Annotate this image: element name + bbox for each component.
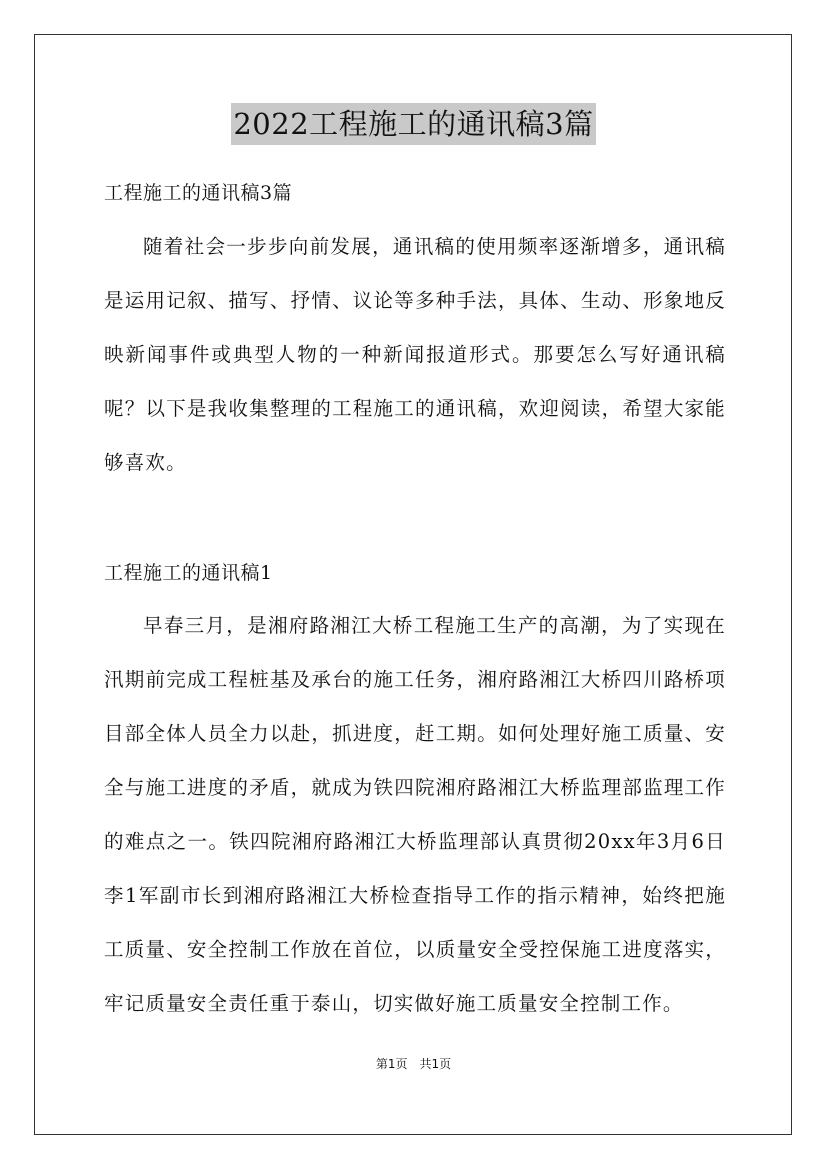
document-title: 2022工程施工的通讯稿3篇 xyxy=(231,103,595,145)
section-1-heading: 工程施工的通讯稿1 xyxy=(104,562,273,584)
document-title-wrapper xyxy=(0,103,827,145)
intro-paragraph: 随着社会一步步向前发展，通讯稿的使用频率逐渐增多，通讯稿是运用记叙、描写、抒情、议论等多种手法，具体、生动、形象地反映新闻事件或典型人物的一种新闻报道形式。那要怎么写好通讯稿呢？以下是我收集整理的工程施工的通讯稿，欢迎阅读，希望大家能够喜欢。 xyxy=(104,235,726,474)
page-footer: 第1页 共1页 xyxy=(375,1057,452,1071)
section-1-body: 早春三月，是湘府路湘江大桥工程施工生产的高潮，为了实现在汛期前完成工程桩基及承台的施工任务，湘府路湘江大桥四川路桥项目部全体人员全力以赴，抓进度，赶工期。如何处理好施工质量、安全与施工进度的矛盾，就成为铁四院湘府路湘江大桥监理部监理工作的难点之一。铁四院湘府路湘江大桥监理部认真贯彻20xx年3月6日李1军副市长到湘府路湘江大桥检查指导工作的指示精神，始终把施工质量、安全控制工作放在首位，以质量安全受控保施工进度落实，牢记质量安全责任重于泰山，切实做好施工质量安全控制工作。 xyxy=(104,614,726,1015)
subtitle: 工程施工的通讯稿3篇 xyxy=(104,182,293,204)
